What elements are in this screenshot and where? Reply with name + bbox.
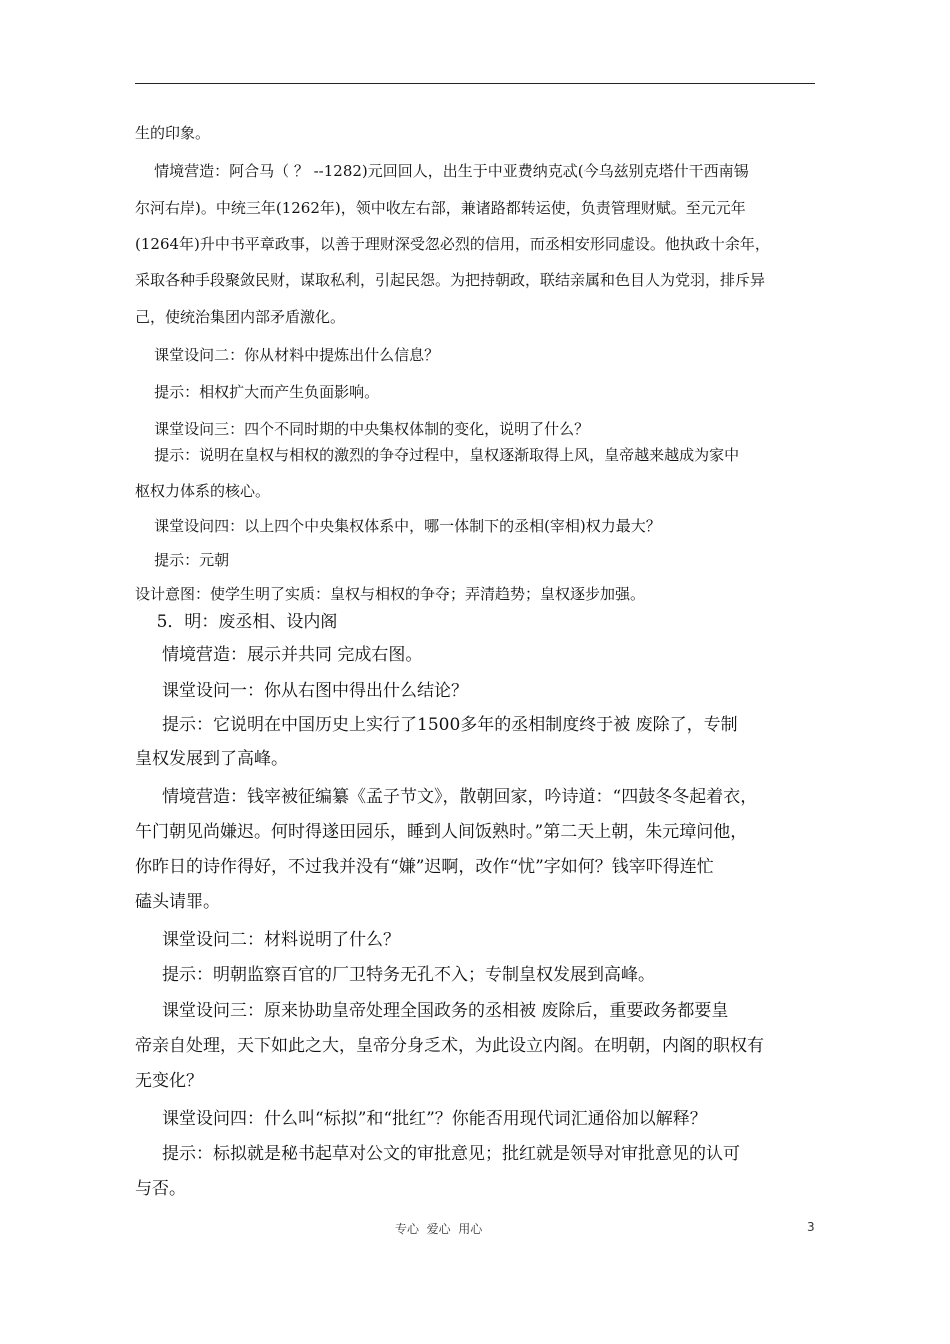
paragraph-line: 皇权发展到了高峰。 (135, 749, 288, 769)
paragraph-line: 枢权力体系的核心。 (135, 482, 271, 500)
paragraph-line: 提示：相权扩大而产生负面影响。 (135, 383, 380, 401)
paragraph-line: 课堂设问二：你从材料中提炼出什么信息？ (135, 346, 440, 364)
paragraph-line: 提示：它说明在中国历史上实行了1500多年的丞相制度终于被 废除了，专制 (135, 715, 738, 735)
paragraph-line: 情境营造：钱宰被征编纂《孟子节文》，散朝回家，吟诗道：“四鼓冬冬起着衣， (135, 787, 758, 807)
paragraph-line: 与否。 (135, 1179, 186, 1199)
footer-motto: 专心 爱心 用心 (395, 1222, 483, 1236)
paragraph-line: 磕头请罪。 (135, 892, 220, 912)
paragraph-line: 课堂设问三：四个不同时期的中央集权体制的变化，说明了什么？ (135, 420, 590, 438)
header-rule (135, 83, 815, 84)
paragraph-line: 课堂设问四：以上四个中央集权体系中，哪一体制下的丞相(宰相)权力最大？ (135, 517, 661, 535)
paragraph-line: 无变化？ (135, 1071, 203, 1091)
paragraph-line: 己，使统治集团内部矛盾激化。 (135, 308, 346, 326)
paragraph-line: 课堂设问二：材料说明了什么？ (135, 930, 401, 950)
paragraph-line: 课堂设问三：原来协助皇帝处理全国政务的丞相被 废除后，重要政务都要皇 (135, 1001, 729, 1021)
paragraph-line: 生的印象。 (135, 124, 211, 142)
paragraph-line: (1264年)升中书平章政事，以善于理财深受忽必烈的信用，而丞相安形同虚设。他执政十余年， (135, 235, 770, 253)
paragraph-line: 提示：元朝 (135, 551, 230, 569)
page-number: 3 (807, 1220, 815, 1234)
paragraph-line: 课堂设问四：什么叫“标拟”和“批红”？你能否用现代词汇通俗加以解释？ (135, 1109, 707, 1129)
paragraph-line: 帝亲自处理，天下如此之大，皇帝分身乏术，为此设立内阁。在明朝，内阁的职权有 (135, 1036, 764, 1056)
paragraph-line: 情境营造：展示并共同 完成右图。 (135, 645, 423, 665)
paragraph-line: 提示：明朝监察百官的厂卫特务无孔不入；专制皇权发展到高峰。 (135, 965, 656, 985)
paragraph-line: 你昨日的诗作得好，不过我并没有“嫌”迟啊，改作“忧”字如何？钱宰吓得连忙 (135, 857, 714, 877)
section-heading: 5．明：废丞相、设内阁 (135, 612, 338, 632)
paragraph-line: 采取各种手段聚敛民财，谋取私利，引起民怨。为把持朝政，联结亲属和色目人为党羽，排斥异 (135, 271, 766, 289)
paragraph-line: 午门朝见尚嫌迟。何时得遂田园乐，睡到人间饭熟时。”第二天上朝，朱元璋问他， (135, 822, 748, 842)
paragraph-line: 情境营造：阿合马（ ？ --1282)元回回人，出生于中亚费纳克忒(今乌兹别克塔什干西南锡 (135, 162, 749, 180)
paragraph-line: 提示：标拟就是秘书起草对公文的审批意见；批红就是领导对审批意见的认可 (135, 1144, 741, 1164)
paragraph-line: 尔河右岸)。中统三年(1262年)，领中收左右部，兼诸路都转运使，负责管理财赋。至元元年 (135, 199, 746, 217)
paragraph-line: 课堂设问一：你从右图中得出什么结论？ (135, 681, 469, 701)
paragraph-line: 设计意图：使学生明了实质：皇权与相权的争夺；弄清趋势；皇权逐步加强。 (135, 585, 646, 603)
paragraph-line: 提示：说明在皇权与相权的激烈的争夺过程中，皇权逐渐取得上风，皇帝越来越成为家中 (135, 446, 740, 464)
